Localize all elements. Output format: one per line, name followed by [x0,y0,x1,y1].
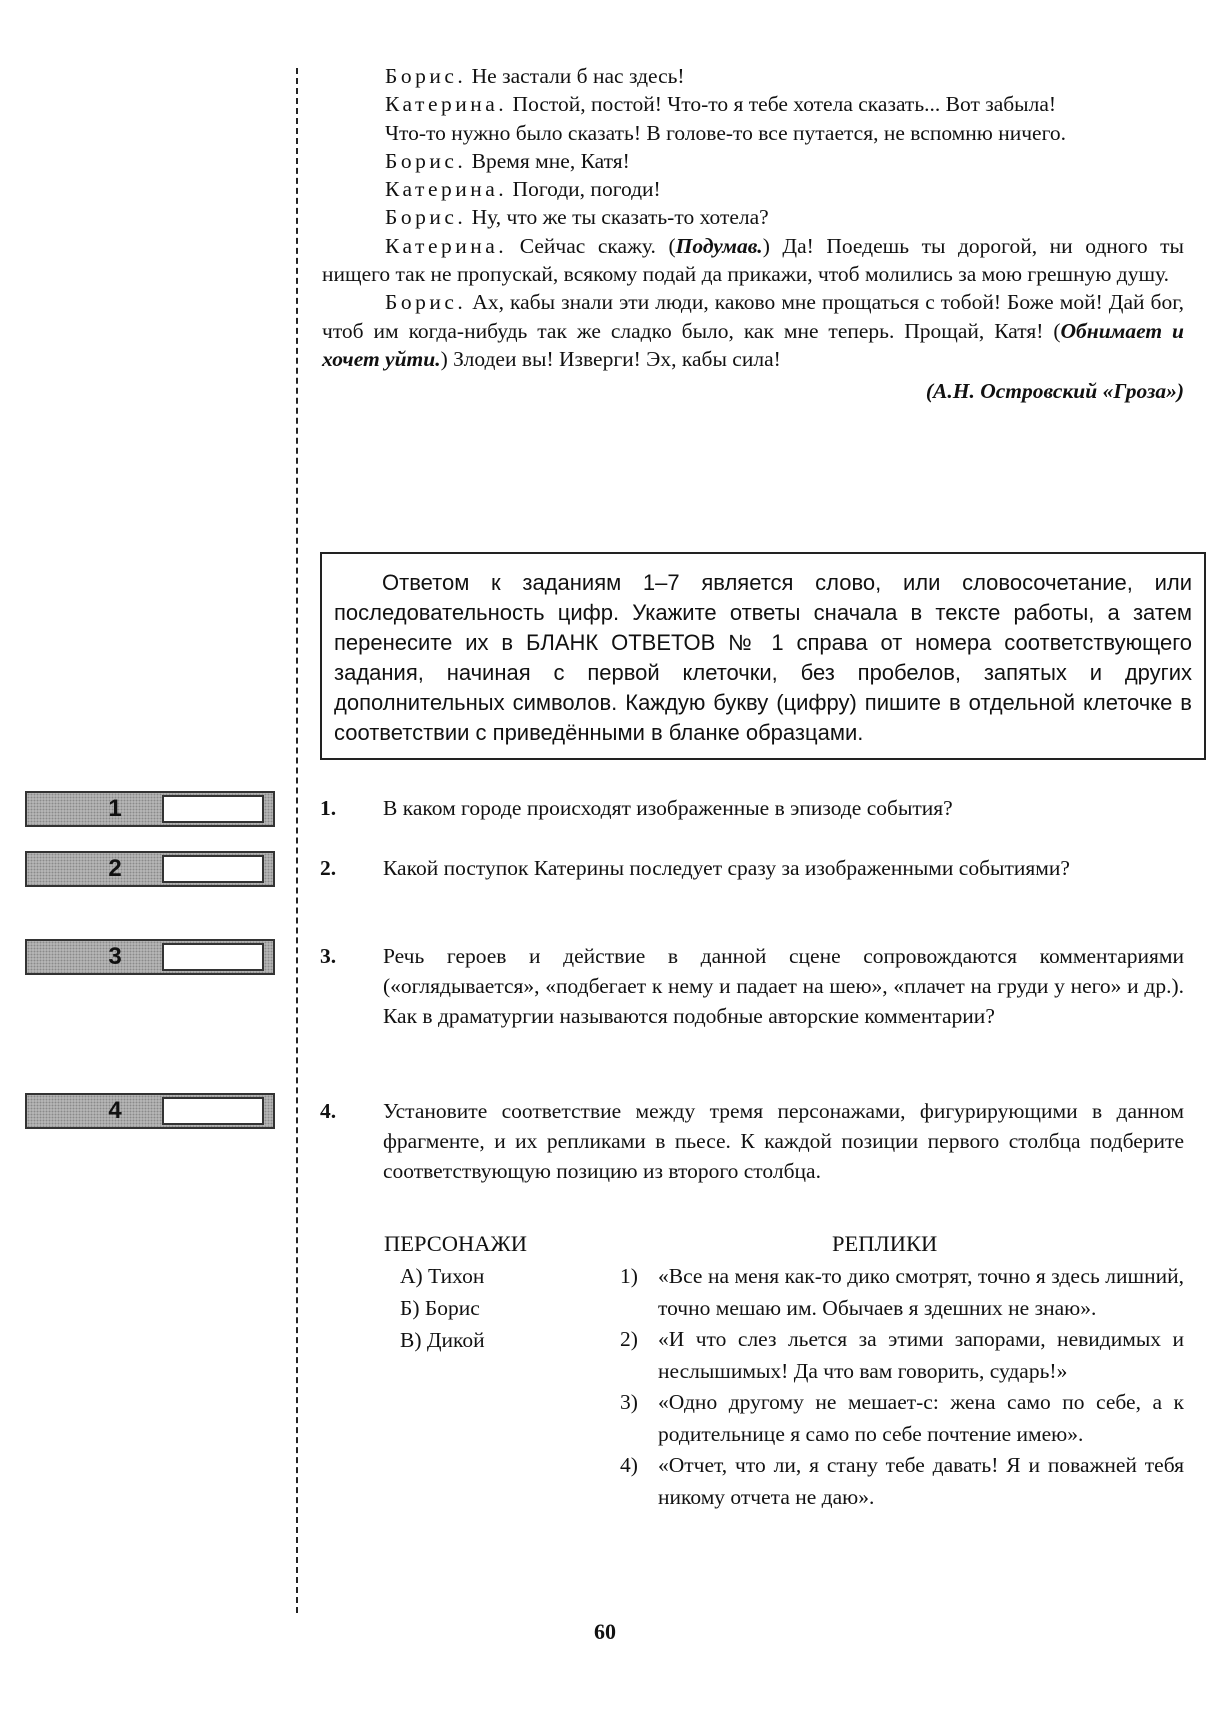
drama-line [322,90,1184,118]
question-number: 3. [320,944,337,968]
reply-item [620,1324,1184,1387]
reply-number: 2) [620,1327,638,1351]
reply-text: «Все на меня как-то дико смотрят, точно я здесь лишний, точно мешаю им. Обычаев я здешних не знаю». [658,1264,1184,1320]
speaker-name: Катерина. [385,92,508,117]
question-text: Речь героев и действие в данной сцене сопровождаются комментариями («оглядывается», «подбегает к нему и падает на шею», «плачет на груди у него» и др.). Как в драматургии называются подобные авторские комментарии? [383,944,1184,1028]
character-item: А) Тихон [400,1264,485,1288]
answer-box-number: 1 [108,795,122,822]
characters-header: ПЕРСОНАЖИ [384,1231,527,1256]
reply-text: «Отчет, что ли, я стану тебе давать! Я и поважней тебя никому отчета не даю». [658,1453,1184,1509]
question-text: Какой поступок Катерины последует сразу за изображенными событиями? [383,856,1070,880]
character-item: В) Дикой [400,1328,485,1352]
line-text: ) Да! Поедешь ты дорогой, ни одного ты нищего так не пропускай, всякому подай да прикажи, чтоб молились за мою грешную душу. [322,233,1185,287]
answer-box-number: 3 [108,943,122,970]
replies-header: РЕПЛИКИ [832,1231,938,1256]
line-text: Ах, кабы знали эти люди, каково мне прощаться с тобой! Боже мой! Дай бог, чтоб им когда-нибудь так же сладко было, как мне теперь. Прощай, Катя! ( [322,290,1184,343]
instruction-box [320,552,1206,760]
reply-text: «Одно другому не мешает-с: жена само по себе, а к родительнице я само по себе почтение имею». [658,1390,1184,1446]
line-text: Не застали б нас здесь! [466,64,685,88]
answer-field[interactable] [162,943,264,971]
drama-line [322,147,1184,175]
replies-list [620,1261,1184,1513]
question-1 [320,793,1184,823]
reply-number: 3) [620,1390,638,1414]
line-text: Время мне, Катя! [466,148,630,173]
reply-item [620,1261,1184,1324]
question-number: 1. [320,796,337,820]
reply-item [620,1450,1184,1513]
line-text: Погоди, погоди! [507,177,661,202]
question-3 [320,941,1184,1031]
drama-line [322,175,1184,203]
page-number: 60 [594,1619,616,1644]
line-text: Сейчас скажу. ( [507,233,676,258]
question-number: 4. [320,1099,337,1123]
attribution: (А.Н. Островский «Гроза») [925,379,1184,404]
drama-line [322,203,1184,231]
cut-line [296,68,298,1613]
drama-line [322,288,1184,373]
question-2 [320,853,1184,883]
line-text: ) Злодеи вы! Изверги! Эх, кабы сила! [440,346,781,371]
question-number: 2. [320,856,337,880]
drama-line [322,232,1184,289]
stage-direction: Подумав. [675,233,763,258]
speaker-name: Борис. [385,64,467,88]
answer-field[interactable] [162,1097,264,1125]
character-item: Б) Борис [400,1296,480,1320]
question-text: Установите соответствие между тремя персонажами, фигурирующими в данном фрагменте, и их репликами в пьесе. К каждой позиции первого столбца подберите соответствующую позицию из второго столбца. [383,1099,1184,1183]
speaker-name: Катерина. [385,233,508,258]
question-4 [320,1096,1184,1186]
reply-item [620,1387,1184,1450]
line-text: Что-то нужно было сказать! В голове-то все путается, не вспомню ничего. [385,120,1067,145]
answer-box-number: 4 [108,1097,122,1124]
stage-direction: Обнимает и хочет уйти. [322,318,1184,371]
drama-line [322,62,1184,90]
drama-excerpt [322,62,1184,406]
line-text: Постой, постой! Что-то я тебе хотела сказать... Вот забыла! [507,92,1057,117]
answer-box-2 [25,851,275,887]
answer-box-1 [25,791,275,827]
answer-field[interactable] [162,855,264,883]
speaker-name: Борис. [385,205,467,230]
speaker-name: Борис. [385,148,467,173]
answer-box-number: 2 [108,855,122,882]
drama-line [322,119,1184,147]
speaker-name: Катерина. [385,177,508,202]
reply-number: 1) [620,1264,638,1288]
answer-box-3 [25,939,275,975]
answer-box-4 [25,1093,275,1129]
reply-number: 4) [620,1453,638,1477]
question-text: В каком городе происходят изображенные в эпизоде события? [383,796,953,820]
instruction-text: Ответом к заданиям 1–7 является слово, или словосочетание, или последовательность цифр. Укажите ответы сначала в тексте работы, а затем перенесите их в БЛАНК ОТВЕТОВ № 1 справа от номера соответствующего задания, начиная с первой клеточки, без пробелов, запятых и других дополнительных символов. Каждую букву (цифру) пишите в отдельной клеточке в соответствии с приведёнными в бланке образцами. [334,570,1192,745]
line-text: Ну, что же ты сказать-то хотела? [466,205,769,230]
answer-field[interactable] [162,795,264,823]
reply-text: «И что слез льется за этими запорами, невидимых и неслышимых! Да что вам говорить, сударь!» [658,1327,1184,1383]
characters-list [400,1261,485,1357]
speaker-name: Борис. [385,290,467,315]
